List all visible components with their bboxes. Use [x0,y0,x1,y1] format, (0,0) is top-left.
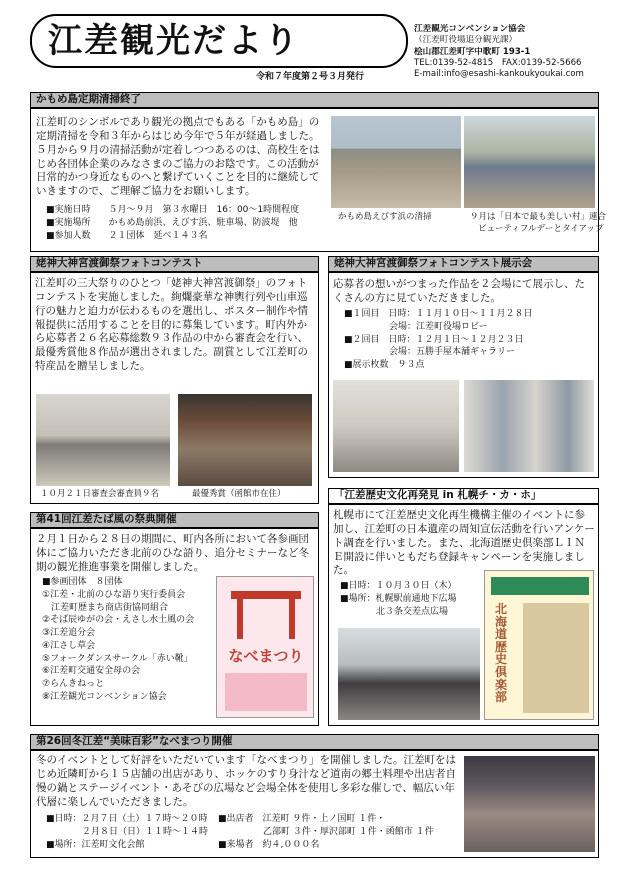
tabi-body: ２月１日から２８日の期間に、町内各所において各参画団体にご協力いただき北前のひな語り、追分セミナーなど冬期の観光推進事業を開催しました。 [36,533,309,573]
tabi-groups-title: ■参画団体 ８団体 [42,577,123,587]
judging-photo [36,394,170,486]
org-office: （江差町役場追分観光課） [414,35,518,46]
exhibition-details [344,308,594,372]
org-address: 桧山郡江差町字中歌町 193-1 [414,46,531,57]
exhibition-detail-2-venue: 会場：五勝手屋本舗ギャラリー [344,347,516,358]
tabi-group-7: ⑦らんきねっと [42,679,105,690]
tabi-group-1: ①江差・北前のひな語り実行委員会 [42,589,186,600]
sapporo-event-photo [338,628,480,720]
sapporo-body: 札幌市にて江差歴史文化再生機構主催のイベントに参加し、江差町の日本遺産の周知宣伝活動を行いアンケート調査を行いました。また、北海道歴史倶楽部ＬＩＮＥ開設に伴いともだち登録キャンペーンを実施しました。 [333,509,595,577]
nabe-festival-photo [464,756,595,852]
nabe-shops-2: 乙部町 ３件・厚沢部町 １件・函館市 １件 [218,826,434,837]
nabe-body: 冬のイベントとして好評をいただいています「なべまつり」を開催しました。江差町をはじめ近隣町から１５店舗の出店があり、ホッケのすり身汁など道南の郷土料理や出店者自慢の鍋とステージイベント・あそびの広場など会場全体を使用し多彩な催しで、幅広い年代層に楽しんでいただきました。 [36,754,456,808]
tabi-group-6: ⑥江差町交通安全母の会 [42,666,141,677]
publisher-info [414,24,604,81]
photo-contest-heading: 姥神大神宮渡御祭フォトコンテスト [30,256,319,272]
tabi-group-8: ⑧江差観光コンベンション協会 [42,691,167,702]
kamome-heading: かもめ島定期清掃終了 [30,92,599,108]
tabi-group-5: ⑤フォークダンスサークル「赤い靴」 [42,653,193,664]
torii-left-pillar-icon [237,599,243,639]
org-email[interactable]: E-mail:info@esashi-kankoukyoukai.com [414,69,584,80]
exhibition-photo-1 [333,380,459,472]
nabe-date-1: ■日時：２月７日（土）１７時～２０時 [46,814,208,824]
tabi-groups [42,576,212,704]
kamome-details [46,204,330,242]
tabi-group-1b: 江差町歴まち商店街協同組合 [42,602,169,613]
tabi-group-2: ②そば辰ゆがの会・えさし水土風の会 [42,615,195,626]
torii-top-icon [231,591,301,599]
sapporo-details [340,580,486,618]
nabe-venue: ■場所：江差町文化会館 [46,839,145,850]
torii-right-pillar-icon [289,599,295,639]
tabi-group-3: ③江差追分会 [42,628,96,639]
sapporo-heading: 「江差歴史文化再発見 in 札幌チ・カ・ホ」 [328,488,599,504]
exhibition-detail-1-venue: 会場：江差町役場ロビー [344,321,488,332]
org-phone: TEL:0139-52-4815 FAX:0139-52-5666 [414,58,582,69]
photo-contest-caption-1: １０月２１日審査会審査員９名 [40,489,160,499]
line-banner [491,577,589,595]
beach-cleanup-photo [331,116,461,208]
sapporo-detail-date: ■日時：１０月３０日（木） [340,581,457,591]
exhibition-heading: 姥神大神宮渡御祭フォトコンテスト展示会 [328,256,599,272]
nabe-visitors: ■来場者 約４,０００名 [218,839,320,850]
kamome-detail-count: ■参加人数 ２１団体 延べ１４３名 [46,230,208,241]
kamome-caption-2b: ビューティフルデーとタイアップ [478,224,604,234]
exhibition-detail-2-date: ■２回目 日時：１２月１日～１２月２３日 [344,334,524,345]
sapporo-detail-place: ■場所：札幌駅前通地下広場 [340,593,457,604]
org-name: 江差観光コンベンション協会 [414,24,526,34]
kamome-detail-date: ■実施日時 ５月～９月 第３水曜日 16：00～1時間程度 [46,205,300,215]
kamome-caption-1: かもめ島えびす浜の清掃 [338,212,432,222]
history-club-poster [484,570,594,720]
winning-photo [178,394,312,486]
nabe-date-2: ２月８日（日）１１時～１４時 [46,826,209,837]
exhibition-body: 応募者の想いがつまった作品を２会場にて展示し、たくさんの方に見ていただきました。 [333,278,585,304]
newsletter-title: 江差観光だより [48,21,300,61]
photo-contest-caption-2: 最優秀賞（函館市在住） [192,489,286,499]
exhibition-detail-count: ■展示枚数 ９３点 [344,360,425,371]
issue-number: 令和７年度第２号３月発行 [256,72,365,82]
nabe-poster [216,576,314,718]
history-club-poster-title: 北海道歴史倶楽部 [495,602,508,705]
poster-collage [523,603,589,713]
exhibition-detail-1-date: ■１回目 日時：１１月１０日～１１月２８日 [344,309,533,319]
kamome-body: 江差町のシンボルであり観光の拠点でもある「かもめ島」の定期清掃を令和３年からはじめ今年で５年が経過しました。５月から９月の清掃活動が定着しつつあるのは、高校生をはじめ各団体企業のみなさまのご協力のお陰です。この活動が日常的かつ身近なものへと繋げていくことを目的に継続していきますので、ご理解ご協力をお願いします。 [36,116,320,198]
photo-contest-body: 江差町の三大祭りのひとつ「姥神大神宮渡御祭」のフォトコンテストを実施しました。絢爛豪華な神輿行列や山車巡行の魅力と迫力が伝わるものを選出し、ポスター制作や情報提供に活用することを目的に募集しています。町内外から応募者２６名応募総数９３作品の中から審査会を行い、最優秀賞他８作品が選出されました。副賞として江差町の特産品を贈呈しました。 [35,277,308,373]
sapporo-detail-place-2: 北３条交差点広場 [340,606,449,617]
kamome-detail-place: ■実施場所 かもめ島前浜、えびす浜、駐車場、防波堤 他 [46,217,298,228]
kamome-caption-2a: ９月は「日本で最も美しい村」連合 [470,212,607,222]
tabi-heading: 第41回江差たば風の祭典開催 [30,512,319,528]
nabe-dates [46,813,216,851]
exhibition-photo-2 [464,380,594,472]
poster-info-block [225,673,307,711]
tabi-group-4: ④江さし草会 [42,640,96,651]
nabe-poster-title: なべまつり [228,647,304,665]
nabe-heading: 第26回冬江差“美味百彩”なべまつり開催 [30,734,599,750]
nabe-shops [218,813,462,851]
nabe-shops-1: ■出店者 江差町 ９件・上ノ国町 １件・ [218,814,386,824]
group-photo [464,116,595,208]
